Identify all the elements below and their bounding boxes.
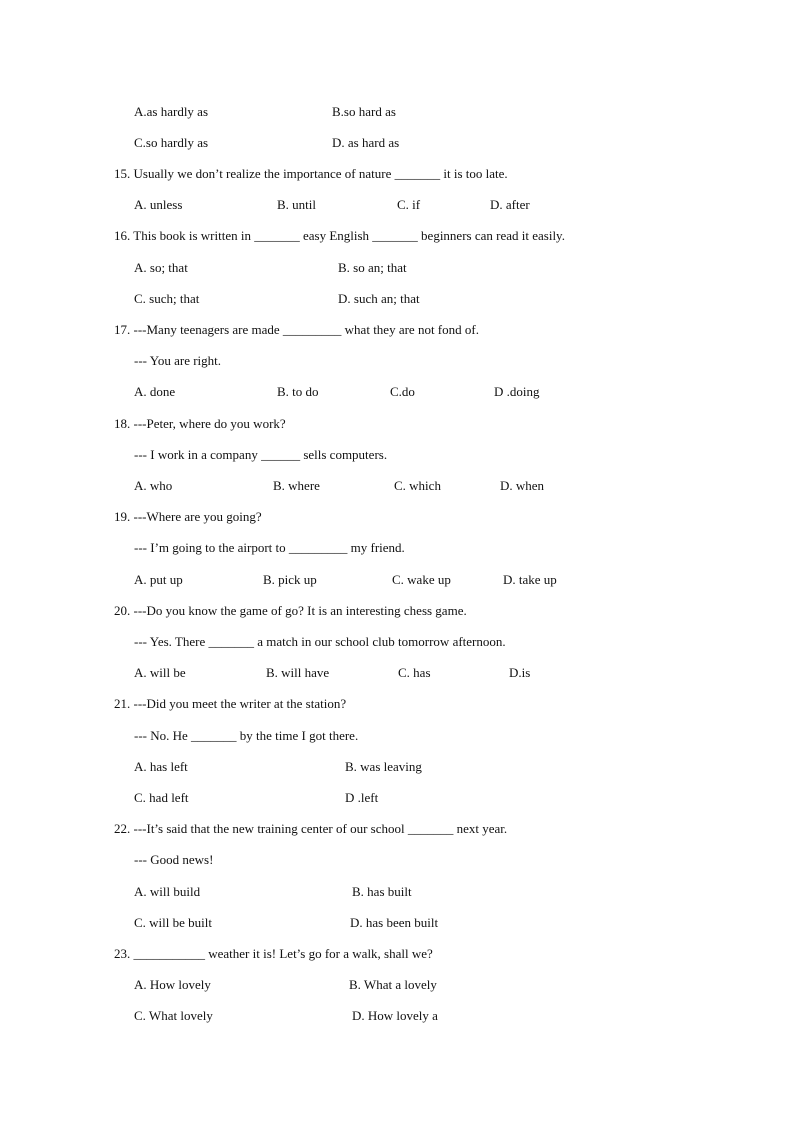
q15-option-a: A. unless <box>134 197 183 212</box>
q21-reply: --- No. He _______ by the time I got there. <box>134 728 359 743</box>
q20-option-d: D.is <box>509 665 531 680</box>
q18-stem: 18. ---Peter, where do you work? <box>114 416 286 431</box>
q21-stem: 21. ---Did you meet the writer at the station? <box>114 696 347 711</box>
q20-option-b: B. will have <box>266 665 330 680</box>
q20-reply: --- Yes. There _______ a match in our school club tomorrow afternoon. <box>134 634 506 649</box>
q15-stem: 15. Usually we don’t realize the importance of nature _______ it is too late. <box>114 166 508 181</box>
q21-option-a: A. has left <box>134 759 188 774</box>
q23-stem: 23. ___________ weather it is! Let’s go for a walk, shall we? <box>114 946 433 961</box>
q14-option-c: C.so hardly as <box>134 135 209 150</box>
q21-option-c: C. had left <box>134 790 189 805</box>
q16-option-b: B. so an; that <box>338 260 407 275</box>
q20-option-c: C. has <box>398 665 431 680</box>
q17-stem: 17. ---Many teenagers are made _________ what they are not fond of. <box>114 322 479 337</box>
q19-option-a: A. put up <box>134 572 183 587</box>
q14-option-d: D. as hard as <box>332 135 400 150</box>
q21-option-b: B. was leaving <box>345 759 422 774</box>
q22-option-d: D. has been built <box>350 915 439 930</box>
q23-option-c: C. What lovely <box>134 1008 213 1023</box>
q17-option-d: D .doing <box>494 384 540 399</box>
q16-option-a: A. so; that <box>134 260 188 275</box>
q17-option-c: C.do <box>390 384 415 399</box>
q18-option-a: A. who <box>134 478 173 493</box>
q21-option-d: D .left <box>345 790 379 805</box>
q18-option-b: B. where <box>273 478 320 493</box>
q19-option-d: D. take up <box>503 572 557 587</box>
q18-option-c: C. which <box>394 478 441 493</box>
q22-stem: 22. ---It’s said that the new training center of our school _______ next year. <box>114 821 508 836</box>
q17-option-a: A. done <box>134 384 176 399</box>
q19-option-b: B. pick up <box>263 572 317 587</box>
q16-option-d: D. such an; that <box>338 291 420 306</box>
q18-option-d: D. when <box>500 478 545 493</box>
q23-option-a: A. How lovely <box>134 977 211 992</box>
q14-option-b: B.so hard as <box>332 104 396 119</box>
q22-reply: --- Good news! <box>134 852 214 867</box>
q15-option-c: C. if <box>397 197 421 212</box>
q16-stem: 16. This book is written in _______ easy English _______ beginners can read it easily. <box>114 228 565 243</box>
q20-stem: 20. ---Do you know the game of go? It is an interesting chess game. <box>114 603 467 618</box>
q20-option-a: A. will be <box>134 665 186 680</box>
q15-option-d: D. after <box>490 197 530 212</box>
q16-option-c: C. such; that <box>134 291 200 306</box>
q19-option-c: C. wake up <box>392 572 451 587</box>
q15-option-b: B. until <box>277 197 317 212</box>
q14-option-a: A.as hardly as <box>134 104 209 119</box>
q22-option-b: B. has built <box>352 884 412 899</box>
q22-option-c: C. will be built <box>134 915 212 930</box>
q22-option-a: A. will build <box>134 884 201 899</box>
q18-reply: --- I work in a company ______ sells computers. <box>134 447 388 462</box>
q17-option-b: B. to do <box>277 384 319 399</box>
q23-option-b: B. What a lovely <box>349 977 437 992</box>
q23-option-d: D. How lovely a <box>352 1008 438 1023</box>
q19-stem: 19. ---Where are you going? <box>114 509 262 524</box>
q17-reply: --- You are right. <box>134 353 222 368</box>
q19-reply: --- I’m going to the airport to _________ my friend. <box>134 540 405 555</box>
